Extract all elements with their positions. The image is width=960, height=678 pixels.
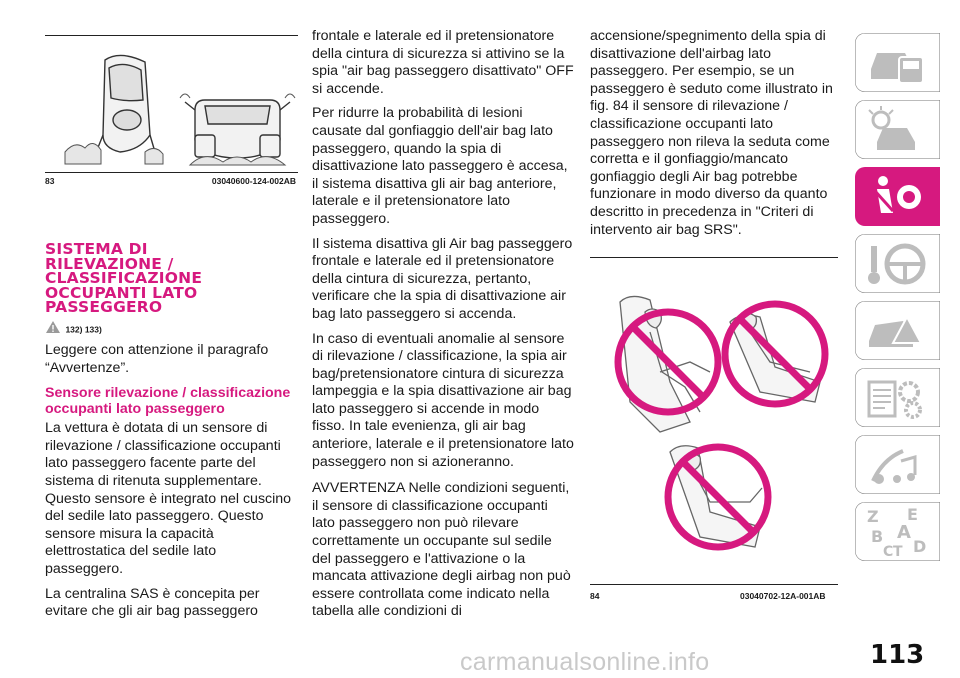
heading-line-4: OCCUPANTI LATO bbox=[45, 283, 198, 302]
alphabet-index-icon bbox=[863, 506, 929, 558]
figure-top-rule bbox=[45, 35, 298, 36]
index-letter-c: C bbox=[883, 544, 894, 558]
warning-triangle-icon bbox=[45, 320, 61, 339]
column-3 bbox=[590, 28, 838, 246]
col2-paragraph-1: frontale e laterale ed il pretensionatore della cintura di sicurezza si attivino se la spia "air bag passeggero disattivato" OFF si accende. bbox=[312, 28, 574, 97]
warning-references: 132) 133) bbox=[65, 324, 102, 335]
figure-84-top-rule bbox=[590, 257, 838, 258]
index-letter-z: Z bbox=[867, 507, 879, 526]
tab-warning-lights[interactable] bbox=[855, 100, 940, 159]
col2-paragraph-5: AVVERTENZA Nelle condizioni seguenti, il sensore di classificazione occupanti lato passeggero non può rilevare correttamente un occupante sul sedile del passeggero e l'attivazione o la mancata attivazione degli airbag non può essere controllata come indicato nella tabella alle condizioni di bbox=[312, 480, 571, 620]
car-breakdown-icon bbox=[863, 307, 929, 355]
heading-line-5: PASSEGGERO bbox=[45, 298, 163, 316]
airbag-seatbelt-icon bbox=[863, 173, 929, 221]
tab-key-steering[interactable] bbox=[855, 234, 940, 293]
intro-paragraph: Leggere con attenzione il paragrafo “Avvertenze”. bbox=[45, 342, 269, 376]
warning-lights-icon bbox=[863, 106, 929, 154]
col2-paragraph-2: Per ridurre la probabilità di lesioni causate dal gonfiaggio dell'air bag lato passeggero, quando la spia di disattivazione lato passeggero è accesa, il sistema disattiva gli air bag anteriore, laterale e il pretensionatore lato passeggero. bbox=[312, 105, 568, 227]
tab-airbag-seatbelt[interactable] bbox=[855, 167, 940, 226]
maintenance-gears-icon bbox=[863, 374, 929, 422]
tab-maintenance[interactable] bbox=[855, 368, 940, 427]
subheading: Sensore rilevazione / classificazione occupanti lato passeggero bbox=[45, 385, 291, 418]
heading-line-1: SISTEMA DI bbox=[45, 240, 148, 258]
index-letter-t: T bbox=[893, 544, 903, 558]
watermark: carmanualsonline.info bbox=[460, 648, 710, 676]
figure-84-bottom-rule bbox=[590, 584, 838, 585]
index-letter-e: E bbox=[907, 506, 918, 524]
tab-multimedia[interactable] bbox=[855, 435, 940, 494]
column-2 bbox=[312, 28, 574, 628]
figure-84-illustration bbox=[590, 262, 838, 582]
index-letter-a: A bbox=[897, 522, 911, 543]
col3-paragraph-1: accensione/spegnimento della spia di disattivazione dell'airbag lato passeggero. Per esempio, se un passeggero è seduto come illustrato in fig. 84 il sensore di rilevazione / classificazione occupanti lato passeggero non rileva la seduta come corretta e il gonfiaggio/mancato gonfiaggio degli Air bag potrebbe funzionare in modo diverso da quanto descritto in precedenza in "Criteri di intervento air bag SRS". bbox=[590, 28, 833, 238]
tab-car-breakdown[interactable] bbox=[855, 301, 940, 360]
multimedia-icon bbox=[863, 441, 929, 489]
figure-83-number: 83 bbox=[45, 176, 55, 186]
index-letter-d: D bbox=[913, 537, 927, 556]
key-steering-icon bbox=[863, 240, 929, 288]
tab-car-dashboard[interactable] bbox=[855, 33, 940, 92]
index-letter-b: B bbox=[871, 527, 884, 546]
heading-line-2: RILEVAZIONE / bbox=[45, 254, 174, 273]
col2-paragraph-3: Il sistema disattiva gli Air bag passeggero frontale e laterale ed il pretensionatore della cintura di sicurezza, pertanto, verificare che la spia di disattivazione air bag lato passeggero si accenda. bbox=[312, 235, 573, 322]
section-heading bbox=[45, 242, 298, 315]
figure-83-code: 03040600-124-002AB bbox=[211, 176, 296, 186]
tab-alphabetical-index[interactable] bbox=[855, 502, 940, 561]
col1-paragraph-2: La centralina SAS è concepita per evitare che gli air bag passeggero bbox=[45, 585, 260, 620]
figure-bottom-rule bbox=[45, 172, 298, 173]
page-number: 113 bbox=[870, 640, 925, 670]
col1-paragraph-1: La vettura è dotata di un sensore di rilevazione / classificazione occupanti lato passeggero facente parte del sistema di ritenuta supplementare. Questo sensore è integrato nel cuscino del sedile lato passeggero. Questo sensore misura la capacità elettrostatica del sedile lato passeggero. bbox=[45, 420, 292, 577]
figure-83-illustration bbox=[45, 40, 298, 170]
col2-paragraph-4: In caso di eventuali anomalie al sensore di rilevazione / classificazione, la spia air bag/pretensionatore cintura di sicurezza lampeggia e la spia disattivazione air bag lato passeggero si accende in modo fisso. In tale evenienza, gli air bag anteriore, laterale e il pretensionatore lato passeggero non si azioneranno. bbox=[312, 330, 574, 470]
car-dashboard-icon bbox=[863, 39, 929, 87]
figure-84-code: 03040702-12A-001AB bbox=[740, 591, 826, 601]
heading-line-3: CLASSIFICAZIONE bbox=[45, 269, 203, 287]
figure-84-number: 84 bbox=[590, 591, 600, 601]
